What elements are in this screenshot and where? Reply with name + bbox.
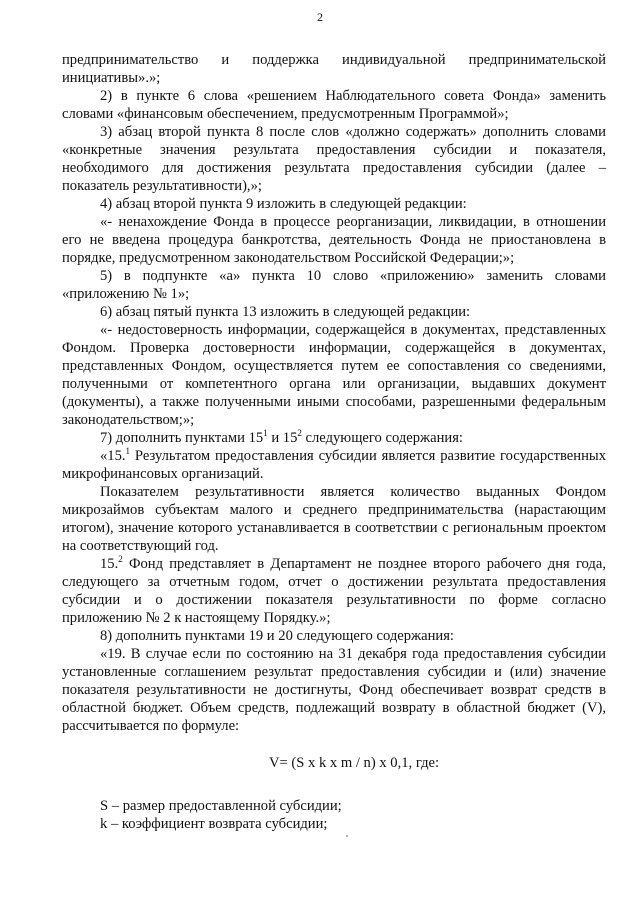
paragraph-10	[62, 447, 606, 483]
paragraph-14: «19. В случае если по состоянию на 31 декабря года предоставления субсидии установленные соглашением результат предоставления субсидии и (или) значение показателя результативности не достигнуты, Фонд обеспечивает возврат средств в областной бюджет. Объем средств, подлежащий возврату в областной бюджет (V), рассчитывается по формуле:	[62, 646, 606, 734]
page-number: 2	[317, 10, 323, 24]
paragraph-7: 6) абзац пятый пункта 13 изложить в следующей редакции:	[100, 304, 471, 320]
superscript-2: 2	[297, 428, 302, 439]
paragraph-2: 2) в пункте 6 слова «решением Наблюдательного совета Фонда» заменить словами «финансовым обеспечением, предусмотренным Программой»;	[62, 88, 606, 122]
definition-k: k – коэффициент возврата субсидии;	[100, 816, 328, 832]
paragraph-9-text-c: следующего содержания:	[301, 430, 463, 446]
paragraph-4: 4) абзац второй пункта 9 изложить в следующей редакции:	[100, 196, 467, 212]
paragraph-1: предпринимательство и поддержка индивидуальной предпринимательской инициативы».»;	[62, 52, 606, 86]
paragraph-9-text-b: и 15	[267, 430, 298, 446]
paragraph-12-text-a: 15.	[100, 556, 119, 572]
scan-speck	[346, 835, 348, 837]
formula: V= (S x k x m / n) x 0,1, где:	[268, 755, 440, 771]
paragraph-10-text-a: «15.	[100, 448, 126, 464]
paragraph-12	[62, 555, 606, 627]
paragraph-6: 5) в подпункте «а» пункта 10 слово «приложению» заменить словами «приложению № 1»;	[62, 268, 606, 302]
definition-s: S – размер предоставленной субсидии;	[100, 798, 342, 814]
paragraph-9-text-a: 7) дополнить пунктами 15	[100, 430, 264, 446]
document-body	[62, 51, 606, 833]
paragraph-9	[62, 429, 606, 447]
paragraph-11: Показателем результативности является количество выданных Фондом микрозаймов субъектам малого и среднего предпринимательства (нарастающим итогом), значение которого устанавливается в соответствии с региональным проектом на соответствующий год.	[62, 484, 606, 554]
paragraph-8: «- недостоверность информации, содержащейся в документах, представленных Фондом. Проверка достоверности информации, содержащейся в документах, представленных Фондом, осуществляется путем ее сопоставления со сведениями, полученными от компетентного органа или организации, выдавших документ (документы), а также полученными иными способами, разрешенными федеральным законодательством;»;	[62, 322, 606, 428]
superscript-15-2: 2	[118, 554, 123, 565]
paragraph-12-text-b: Фонд представляет в Департамент не позднее второго рабочего дня года, следующего за отчетным годом, отчет о достижении результата предоставления субсидии и о достижении показателя результативности по форме согласно приложению № 2 к настоящему Порядку.»;	[62, 556, 606, 626]
superscript-15-1: 1	[125, 446, 131, 457]
paragraph-5: «- ненахождение Фонда в процессе реорганизации, ликвидации, в отношении его не введена процедура банкротства, деятельность Фонда не приостановлена в порядке, предусмотренном законодательством Российской Федерации;»;	[62, 214, 606, 266]
paragraph-3: 3) абзац второй пункта 8 после слов «должно содержать» дополнить словами «конкретные значения результата предоставления субсидии и показателя, необходимого для достижения результата предоставления субсидии (далее – показатель результативности),»;	[62, 124, 606, 194]
paragraph-10-text-b: Результатом предоставления субсидии является развитие государственных микрофинансовых организаций.	[62, 448, 606, 482]
paragraph-13: 8) дополнить пунктами 19 и 20 следующего содержания:	[100, 628, 454, 644]
superscript-1: 1	[263, 428, 268, 439]
